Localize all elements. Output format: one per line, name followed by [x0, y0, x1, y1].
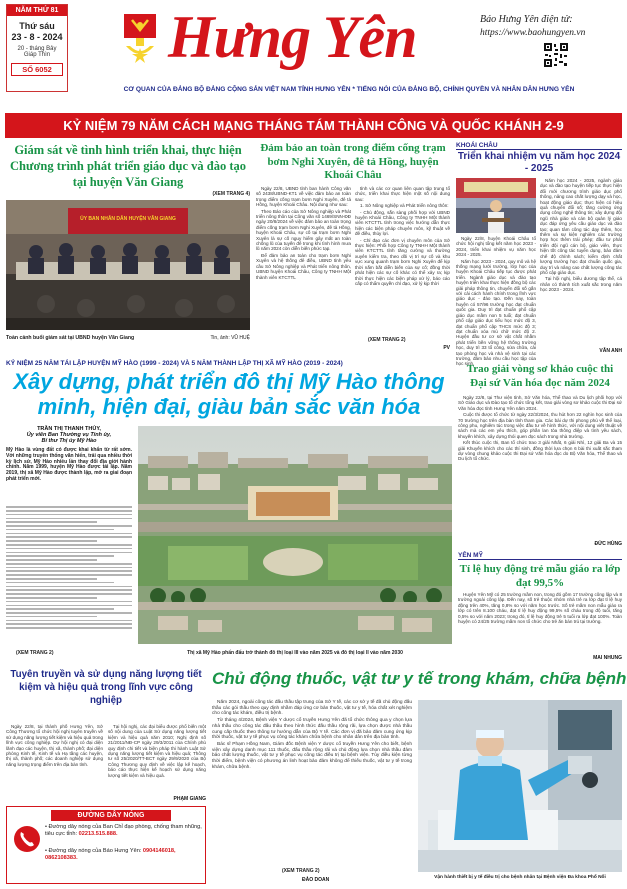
article3-section: KHOÁI CHÂU — [456, 142, 622, 150]
author-title: Ủy viên Ban Thường vụ Tỉnh ủy, — [26, 432, 112, 438]
article8-p3: Bác sĩ Phạm Hồng Nam, Giám đốc Bệnh viện Y dược cổ truyền Hưng Yên cho biết, bệnh viện xây dựng danh mục 111 thuốc, đấu thầu rộng rãi và chủ động lựa chọn nhà thầu đảm bảo chất lượng thuốc, vật tư y tế phục vụ công tác điều trị tại bệnh viện. Tùy điều kiện từng thời điểm, bệnh viện có phương án linh hoạt bảo đảm không để thiếu thuốc, vật tư y tế trong khám, chữa bệnh. — [212, 741, 412, 770]
article7-col-a — [6, 724, 103, 802]
article3-p3: Năm học 2024 - 2025, ngành giáo dục và đào tạo huyện tiếp tục thực hiện đổi mới chương trình giáo dục phổ thông, nâng cao chất lượng dạy và học, hoạt động giáo dục; thực hiện có hiệu quả chuyển đổi số; tăng cường ứng dụng công nghệ thông tin; xây dựng đội ngũ nhà giáo và cán bộ quản lý giáo dục đáp ứng yêu cầu giáo dục và đào tạo; quan tâm công tác dạy thêm, học thêm và sự kiện nghiêm các trường hợp học thêm trái phép; đầu tư phát triển đội ngũ cán bộ, giáo viên, thực hiện tốt công tác tuyển dụng, bảo đảm chế độ chính sách; kiểm định chất lượng trường học đạt chuẩn quốc gia, duy trì và nâng cao chất lượng công tác phổ cập giáo dục. — [540, 178, 622, 275]
article8-p1: Năm 2024, ngoài công tác đấu thầu tập trung của Sở Y tế, các cơ sở y tế đã chủ động đấu thầu các gói thầu theo quy định nhằm đáp ứng cơ bản thuốc, vật tư y tế, hóa chất xét nghiệm cho công tác khám, điều trị bệnh. — [212, 700, 412, 717]
article4-byline — [6, 426, 132, 444]
article2-headline[interactable]: Đảm bảo an toàn trong điểm cống trạm bơm Nghi Xuyên, đê tả Hồng, huyện Khoái Châu — [260, 142, 446, 181]
hotline-title: ĐƯỜNG DÂY NÓNG — [51, 810, 171, 821]
article5-p1: Ngày 22/8, tại Thư viện tỉnh, Sở Văn hóa, Thể thao và Du lịch phối hợp với Sở Giáo dục và Đào tạo tổ chức tổng kết, trao giải vòng sơ khảo cuộc thi Đại sứ Văn hóa đọc tỉnh Hưng Yên năm 2024. — [458, 395, 622, 411]
article3-p1: Ngày 22/8, huyện Khoái Châu tổ chức hội nghị tổng kết năm học 2023 - 2024, triển khai nhiệm vụ năm học 2024 - 2025. — [456, 236, 536, 258]
article3-col-a — [456, 236, 536, 367]
article2-col-b — [355, 186, 450, 336]
article2-col-a — [256, 186, 351, 346]
article-khoai-chau — [456, 142, 622, 367]
article4-kicker: KỶ NIỆM 25 NĂM TÁI LẬP HUYỆN MỸ HÀO (1999 - 2024) VÀ 5 NĂM THÀNH LẬP THỊ XÃ MỸ HÀO (2019 - 2024) — [6, 360, 343, 367]
article4-headline[interactable]: Xây dựng, phát triển đô thị Mỹ Hào thông minh, hiện đại, giàu bản sắc văn hóa — [13, 369, 445, 419]
article-giam-sat — [6, 142, 250, 354]
article2-p6: - Chủ động, sẵn sàng phối hợp với UBND huyện Khoái Châu, Công ty TNHH Một thành viên KTCTTL tỉnh trong việc hướng dẫn thực hiện các biện pháp chuyên môn, kỹ thuật về đê điều, thủy lợi. — [355, 209, 450, 237]
article-tram-bom — [256, 142, 450, 354]
article1-credit: Tin, ảnh: VŨ HUỆ — [210, 335, 250, 341]
article8-ref: (XEM TRANG 2) — [282, 868, 320, 874]
e-paper-label: Báo Hưng Yên điện tử: — [480, 14, 573, 25]
article-my-hao — [6, 360, 452, 662]
article3-headline[interactable]: Triển khai nhiệm vụ năm học 2024 - 2025 — [457, 151, 621, 174]
author-role: Bí thư Thị ủy Mỹ Hào — [41, 438, 97, 444]
date: 23 - 8 - 2024 — [11, 32, 63, 42]
article5-author: ĐỨC HÙNG — [594, 541, 622, 547]
article2-p4: tỉnh và các cơ quan liên quan tập trung tổ chức, triển khai thực hiện một số nội dung sau: — [355, 186, 450, 202]
article8-author: ĐÀO DOAN — [302, 877, 330, 883]
article1-headline[interactable]: Giám sát về tình hình triển khai, thực hiện Chương trình phát triển giáo dục và đào tạo tại huyện Văn Giang — [10, 143, 246, 189]
article3-author: VÂN ANH — [599, 348, 622, 354]
hotline-phone1[interactable]: 02213.515.888. — [78, 831, 118, 837]
article5-body — [458, 395, 622, 539]
anniversary-banner — [5, 113, 622, 138]
article4-caption: Thị xã Mỹ Hào phấn đấu trở thành đô thị loại III vào năm 2025 và đô thị loại II vào năm 2030 — [187, 650, 403, 656]
article3-col-b — [540, 178, 622, 346]
article1-caption: Toàn cảnh buổi giám sát tại UBND huyện Văn Giang — [6, 335, 135, 341]
article6-body — [458, 592, 622, 654]
hotline-phone-icon — [13, 825, 41, 853]
hotline-line1: • Đường dây nóng của Ban Chỉ đạo phòng, chống tham nhũng, tiêu cực tỉnh: — [45, 824, 202, 837]
article2-p1: Ngày 22/8, UBND tỉnh ban hành Công văn số 2438/UBND-KT1 về việc đảm bảo an toàn trọng điểm cống trạm bơm Nghi Xuyên, đê tả Hồng, huyện Khoái Châu. Nội dung như sau: — [256, 186, 351, 208]
banner-text: KỶ NIỆM 79 NĂM CÁCH MẠNG THÁNG TÁM THÀNH CÔNG VÀ QUỐC KHÁNH 2-9 — [63, 118, 564, 133]
article-thuoc-vat-tu — [212, 668, 627, 886]
article7-p2: Tại hội nghị, các đại biểu được phổ biến một số nội dung của Luật Sử dụng năng lượng tiết kiệm và hiệu quả năm 2010; Nghị định số 21/2011/NĐ-CP ngày 29/3/2011 của Chính phủ quy định chi tiết và biện pháp thi hành Luật Sử dụng năng lượng tiết kiệm và hiệu quả; Thông tư số 25/2020/TT-BCT ngày 29/9/2020 của Bộ Công Thương quy định về việc lập kế hoạch, báo cáo thực hiện kế hoạch sử dụng năng lượng tiết kiệm và hiệu quả. — [108, 724, 206, 778]
article7-author: PHẠM GIANG — [173, 796, 206, 802]
article2-p7: - Chỉ đạo các đơn vị chuyên môn của Sở thực hiện: Phối hợp Công ty TNHH Một thành viên KTCTTL tỉnh tăng cường và thường xuyên kiểm tra, theo dõi vị trí sự cố và khu vực xung quanh trạm bơm Nghi Xuyên để kịp thời nắm bắt diễn biến của sự cố; đồng thời phát hiện các sự cố khác có thể xảy ra; kịp thời thực hiện các biện pháp xử lý, báo cáo cấp có thẩm quyền chỉ đạo, xử lý kịp thời — [355, 237, 450, 286]
article4-body — [6, 504, 132, 634]
article1-photo — [6, 200, 250, 330]
article8-p2: Từ tháng 4/2024, Bệnh viện Y dược cổ truyền Hưng Yên đã tổ chức thông qua y chọn lựa nhà thầu cho công tác đấu thầu theo hình thức đấu thầu rộng rãi, lựa chọn được nhà thầu cung cấp thuốc theo thông tư hướng dẫn của Bộ Y tế. Các đơn vị đã bảo đảm cung ứng kịp thời thuốc, vật tư y tế phục vụ công tác khám chữa bệnh cho nhân dân trên địa bàn tỉnh. — [212, 718, 412, 741]
weekday: Thứ sáu — [19, 21, 55, 31]
article5-headline[interactable]: Trao giải vòng sơ khảo cuộc thi Đại sứ Văn hóa đọc năm 2024 — [466, 363, 614, 389]
website-link[interactable]: https://www.baohungyen.vn — [480, 28, 586, 38]
article7-col-b — [108, 724, 206, 796]
article5-p3: Kết thúc cuộc thi, Ban tổ chức trao 3 giải Nhất, 6 giải Nhì, 12 giải Ba và 15 giải Khuyến khích cho các thí sinh, đồng thời lựa chọn 6 bài thi xuất sắc tham dự vòng chung khảo cuộc thi Đại sứ Văn hóa đọc do Bộ Văn hóa, Thể thao và Du lịch tổ chức. — [458, 440, 622, 462]
masthead — [0, 0, 627, 100]
article8-caption: Vận hành thiết bị y tế điều trị cho bệnh nhân tại Bệnh viện Đa khoa Phố Nối — [434, 875, 606, 880]
lunar-year: Giáp Thìn — [23, 52, 51, 58]
article2-p5: 1. Sở Nông nghiệp và Phát triển nông thôn: — [360, 203, 449, 209]
hotline-line2: • Đường dây nóng của Báo Hưng Yên: — [45, 848, 142, 854]
article7-headline[interactable]: Tuyên truyền và sử dụng năng lượng tiết kiệm và hiệu quả trong lĩnh vực công nghiệp — [10, 669, 202, 706]
issue-number-label: NĂM THỨ 81 — [7, 5, 67, 16]
article7-p1: Ngày 22/8, tại thành phố Hưng Yên, Sở Công Thương tổ chức hội nghị tuyên truyền về sử dụng năng lượng tiết kiệm và hiệu quả trong lĩnh vực công nghiệp. Dự hội nghị có đại diện lãnh đạo các huyện, thị xã, thành phố; đại diện phòng Kinh tế, Kinh tế và Hạ tầng các huyện, thị xã, thành phố; các doanh nghiệp sử dụng năng lượng trọng điểm trên địa bàn tỉnh. — [6, 724, 104, 767]
issue-box — [6, 4, 68, 92]
article8-headline[interactable]: Chủ động thuốc, vật tư y tế trong khám, chữa bệnh — [212, 669, 627, 688]
author-name: TRẦN THỊ THANH THỦY, — [37, 426, 101, 432]
article4-ref: (XEM TRANG 2) — [16, 650, 54, 656]
article-nang-luong — [6, 668, 206, 802]
article6-headline[interactable]: Tỉ lệ huy động trẻ mẫu giáo ra lớp đạt 99,5% — [459, 563, 621, 589]
party-emblem-icon — [120, 12, 160, 64]
article2-p2: Theo Báo cáo của Sở Nông nghiệp và Phát triển nông thôn tại Công văn số 1469/SNN-ĐĐ ngày 20/8/2024 về việc đảm bảo an toàn trọng điểm cống trạm bơm Nghi Xuyên, đê tả Hồng, huyện Khoái Châu, sự cố tại trạm bơm Nghi Xuyên là sự cố nguy hiểm gây mất an toàn chống lũ của tuyến đê trong khi tình hình mưa lũ năm 2024 còn diễn biến phức tạp. — [256, 208, 351, 252]
article5-p2: Cuộc thi được tổ chức từ ngày 22/3/2024, thu hút hơn 22 nghìn học sinh của 70 trường học trên địa bàn tỉnh tham gia. Các bài dự thi phong phú về thể loại, công phu, nghiêm túc trong việc đầu tư về hình thức, với nội dung viết thuật về sách mà các em yêu thích, góp phần lan tỏa thông điệp và tình yêu sách, khuyến khích, xây dựng thói quen đọc sách trong nhà trường. — [458, 412, 622, 439]
article8-body — [212, 700, 412, 866]
article8-photo — [418, 700, 622, 872]
newspaper-title: Hưng Yên — [168, 4, 417, 70]
lunar-day: 20 - tháng Bảy — [17, 46, 57, 52]
article2-author: PV — [443, 345, 450, 351]
article2-ref: (XEM TRANG 2) — [368, 337, 406, 343]
article2-p3: Để đảm bảo an toàn cho trạm bơm Nghi Xuyên và hệ thống đê điều, UBND tỉnh yêu cầu Sở Nông nghiệp và Phát triển nông thôn, UBND huyện Khoái Châu, Công ty TNHH Một thành viên KTCTTL — [256, 252, 351, 280]
article3-photo — [456, 178, 536, 233]
article3-p2: Năm học 2023 - 2024, quy mô và hệ thống mạng lưới trường, lớp học của huyện Khoái Châu tiếp tục được phát triển. Ngành giáo dục và đào tạo huyện triển khai thực hiện đồng bộ các giải pháp thông tin, chuyển đổi số gắn với cải cách hành chính trong lĩnh vực giáo dục - đào tạo. Đến nay, toàn huyện có 57/96 trường học đạt chuẩn quốc gia. Duy trì đạt chuẩn phổ cập giáo dục mầm non 5 tuổi; đạt chuẩn phổ cập giáo dục tiểu học mức độ 3, đạt chuẩn phổ cập THCS mức độ 3; đạt chuẩn xóa mù chữ mức độ 2. Huyện đầu tư cơ sở vật chất nhằm phát triển bền vững hệ thống trường học, duy trì 33 tổ công, sửa chữa, cải tạo phòng học và nhà vệ sinh tại các trường, đảm bảo nhu cầu học tập của học sinh. — [456, 258, 536, 367]
article6-section: YÊN MỸ — [458, 552, 622, 560]
article4-lead: Mỹ Hào là vùng đất có được khai khẩn từ rất sớm. Với những truyền thống văn hiến, trải qua nhiều thời kỳ lịch sử, Mỹ Hào nhiều lần thay đổi địa giới hành chính. Năm 1999, huyện Mỹ Hào được tái lập. Năm 2019, thị xã Mỹ Hào được thành lập, mở ra giai đoạn phát triển mới. — [6, 447, 132, 482]
article-yen-my — [458, 552, 622, 662]
qr-code-icon[interactable] — [543, 42, 569, 68]
article-van-hoa-doc — [458, 362, 622, 550]
article6-p1: Huyện Yên Mỹ có 25 trường mầm non, trong đó gồm 17 trường công lập và 8 trường ngoài công lập. Đến nay, số trẻ thuộc nhóm nhà trẻ ra lớp đạt tỉ lệ huy động trên 40%, tăng 0,8% so với năm học trước. Số trẻ mầm non mẫu giáo ra lớp có trên 8.100 cháu, đạt tỉ lệ huy động 99,5% số cháu trong độ tuổi, tăng 0,5% so với năm 2023; trong đó, tỉ lệ huy động trẻ 5 tuổi ra lớp đạt 100%. Toàn huyện có 24/25 trường mầm non tổ chức cho trẻ ăn bán trú tại trường. — [458, 592, 622, 625]
article1-ref: (XEM TRANG 4) — [212, 191, 250, 197]
masthead-tagline: CƠ QUAN CỦA ĐẢNG BỘ ĐẢNG CỘNG SẢN VIỆT NAM TỈNH HƯNG YÊN * TIẾNG NÓI CỦA ĐẢNG BỘ, CHÍNH QUYỀN VÀ NHÂN DÂN HƯNG YÊN — [123, 86, 575, 93]
hotline-box — [6, 806, 206, 884]
article4-photo — [138, 426, 452, 644]
photo-sign: ỦY BAN NHÂN DÂN HUYỆN VĂN GIANG — [80, 216, 176, 222]
article3-p4: Tại hội nghị, biểu dương tập thể, cá nhân có thành tích xuất sắc trong năm học 2023 - 2024. — [540, 276, 622, 293]
article6-author: MAI NHUNG — [593, 655, 622, 661]
issue-serial: SỐ 6052 — [11, 63, 63, 76]
hotline-phone2[interactable]: 0904146018, 0862108383. — [45, 848, 176, 861]
